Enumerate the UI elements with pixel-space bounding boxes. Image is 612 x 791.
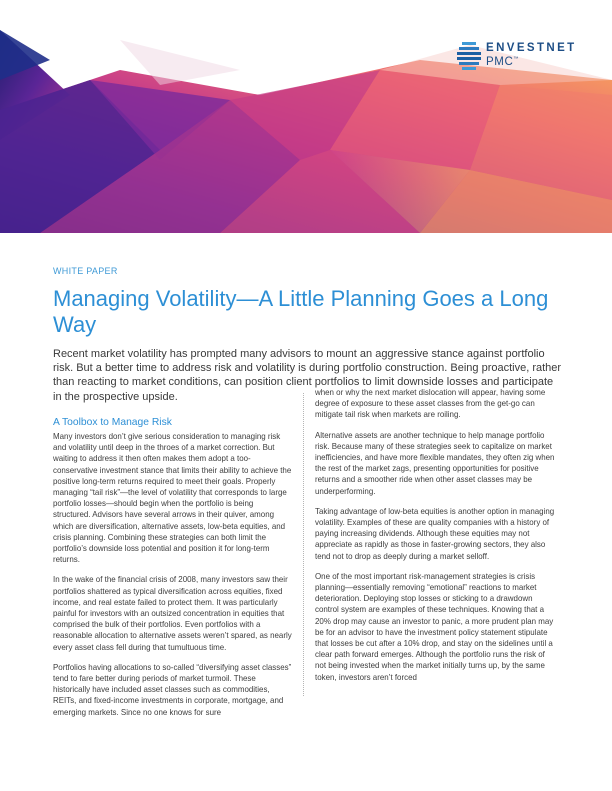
body-paragraph: In the wake of the financial crisis of 2008, many investors saw their portfolios shattered as typical diversification across equities, fixed income, and real estate failed to protect them. It was particularly painful for investors with an outsized concentration in equities that comprised the bulk of their portfolios. Even portfolios with a reasonable allocation to alternative assets weren’t spared, as nearly every asset class fell during that tumultuous time.	[53, 575, 292, 652]
logo-trademark: ™	[513, 56, 519, 62]
left-column	[53, 416, 293, 727]
intro-paragraph: Recent market volatility has prompted many advisors to mount an aggressive stance against portfolio risk. But a better time to address risk and volatility is during portfolio construction. Being proactive, rather than reacting to market conditions, can position client portfolios to limit downside losses and participate in the prospective upside.	[53, 348, 562, 403]
hero-graphic	[0, 0, 612, 233]
body-paragraph: Alternative assets are another technique to help manage portfolio risk. Because many of these strategies seek to capitalize on market inefficiencies, and have more flexible mandates, they often zig when the rest of the market zags, presenting opportunities for positive returns and a smoother ride when other asset classes may be underperforming.	[315, 430, 555, 496]
body-paragraph: One of the most important risk-management strategies is crisis planning—essentially removing “emotional” reactions to market deterioration. Deploying stop losses or sticking to a drawdown control system are examples of these techniques. Knowing that a 20% drop may cause an investor to panic, a more prudent plan may be for an advisor to have the investment policy statement stipulate that losses be cut after a 10% drop, and stay on the sidelines until a clear path forward emerges. Although the portfolio runs the risk of not being invested when the market initially turns up, by the same token, investors aren’t forced	[315, 571, 554, 682]
column-divider	[303, 393, 304, 696]
envestnet-pmc-logo	[456, 40, 606, 80]
right-column	[315, 387, 555, 692]
logo-name-line1: ENVESTNET	[486, 42, 577, 54]
section-title: A Toolbox to Manage Risk	[53, 417, 172, 428]
logo-name-pmc: PMC	[486, 56, 514, 68]
body-paragraph: when or why the next market dislocation will appear, having some degree of exposure to these asset classes from the get-go can mitigate tail risk when markets are roiling.	[315, 388, 546, 420]
document-kicker: WHITE PAPER	[53, 266, 118, 276]
logo-name-line2	[486, 56, 518, 68]
body-paragraph: Portfolios having allocations to so-called “diversifying asset classes” tend to fare better during periods of market turmoil. These historically have included asset classes such as commodities, REITs, and fixed-income investments in corporate, mortgage, and emerging markets. Since no one knows for sure	[53, 662, 292, 717]
body-paragraph: Many investors don’t give serious consideration to managing risk and volatility until deep in the throes of a market correction. But waiting to address it then often makes them adopt a too-conservative investment stance that limits their ability to achieve the positive long-term returns required to meet their goals. Properly managing “tail risk”—the level of volatility that corresponds to large portfolio losses—should begin when the portfolio is being structured. Advisors have several arrows in their quiver, among which are diversification, alternative assets, low-beta equities, and crisis planning. Combining these strategies can both limit the portfolio’s downside loss potential and position it for long-term returns.	[53, 432, 292, 565]
body-paragraph: Taking advantage of low-beta equities is another option in managing volatility. Examples of these are quality companies with a history of paying increasing dividends. Although these equities may not appreciate as rapidly as those in faster-growing sectors, they also tend not to drop as deeply during a market selloff.	[315, 506, 555, 561]
document-title: Managing Volatility—A Little Planning Goes a Long Way	[53, 286, 549, 337]
hero-banner	[0, 0, 612, 233]
logo-mark-icon	[456, 40, 482, 74]
